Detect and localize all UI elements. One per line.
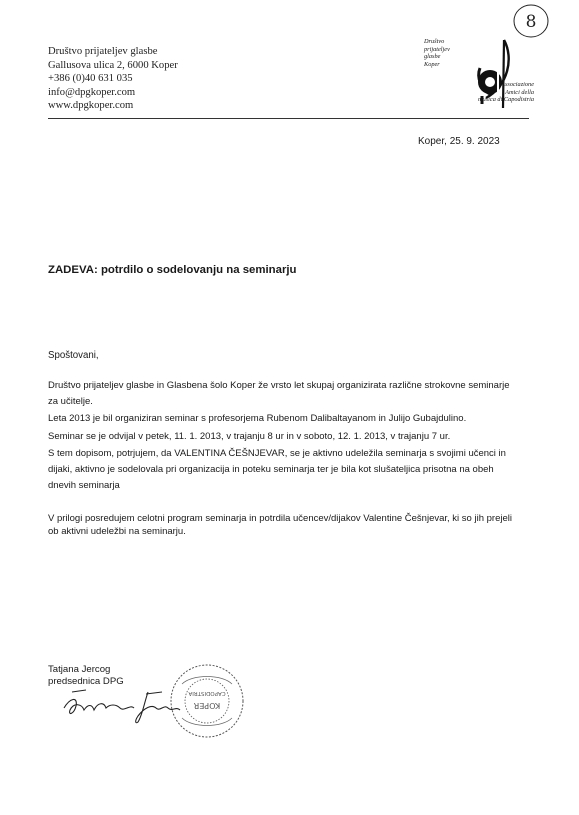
page-number-text: 8 xyxy=(525,12,537,32)
body-paragraph-3: Seminar se je odvijal v petek, 11. 1. 2013, v trajanju 8 ur in v soboto, 12. 1. 2013, v trajanju 7 ur. xyxy=(48,431,451,442)
greeting: Spoštovani, xyxy=(48,350,99,361)
round-stamp xyxy=(168,662,246,740)
letter-subject: ZADEVA: potrdilo o sodelovanju na seminarju xyxy=(48,264,297,276)
organization-logo xyxy=(424,30,536,118)
logo-text-left: Društvo prijateljev glasbe Koper xyxy=(424,38,450,68)
signatory-block xyxy=(48,664,124,688)
sender-phone: +386 (0)40 631 035 xyxy=(48,73,133,85)
signatory-name: Tatjana Jercog xyxy=(48,664,111,675)
body-paragraph-1: Društvo prijateljev glasbe in Glasbena šolo Koper že vrsto let skupaj organizirata različne strokovne seminarje za učitelje. xyxy=(48,380,510,407)
stamp-center-text: KOPER xyxy=(193,701,221,710)
logo-monogram-icon xyxy=(446,38,516,118)
header-divider xyxy=(48,118,529,119)
logo-text-right: Associazione Amici della musica di Capodistria xyxy=(478,81,534,104)
stamp-sub-text: CAPODISTRIA xyxy=(188,690,226,696)
letter-date: Koper, 25. 9. 2023 xyxy=(418,136,500,147)
sender-block xyxy=(48,45,178,113)
body-paragraph-4: S tem dopisom, potrjujem, da VALENTINA ČEŠNJEVAR, se je aktivno udeležila seminarja s svojimi učenci in dijaki, aktivno je sodelovala pri organizacija in poteku seminarja ter je bila kot slušateljica prisotna na obeh dnevih seminarja xyxy=(48,448,506,491)
sender-address: Gallusova ulica 2, 6000 Koper xyxy=(48,59,178,71)
body-paragraph-5: V prilogi posredujem celotni program seminarja in potrdila učencev/dijakov Valentine Češnjevar, ki so jih prejeli ob aktivni udeležbi na seminarju. xyxy=(48,513,512,537)
sender-web: www.dpgkoper.com xyxy=(48,100,134,112)
sender-email: info@dpgkoper.com xyxy=(48,86,136,98)
sender-org: Društvo prijateljev glasbe xyxy=(48,46,158,57)
signatory-role: predsednica DPG xyxy=(48,676,124,687)
body-paragraph-2: Leta 2013 je bil organiziran seminar s profesorjema Rubenom Dalibaltayanom in Julijo Gubajdulino. xyxy=(48,413,467,424)
